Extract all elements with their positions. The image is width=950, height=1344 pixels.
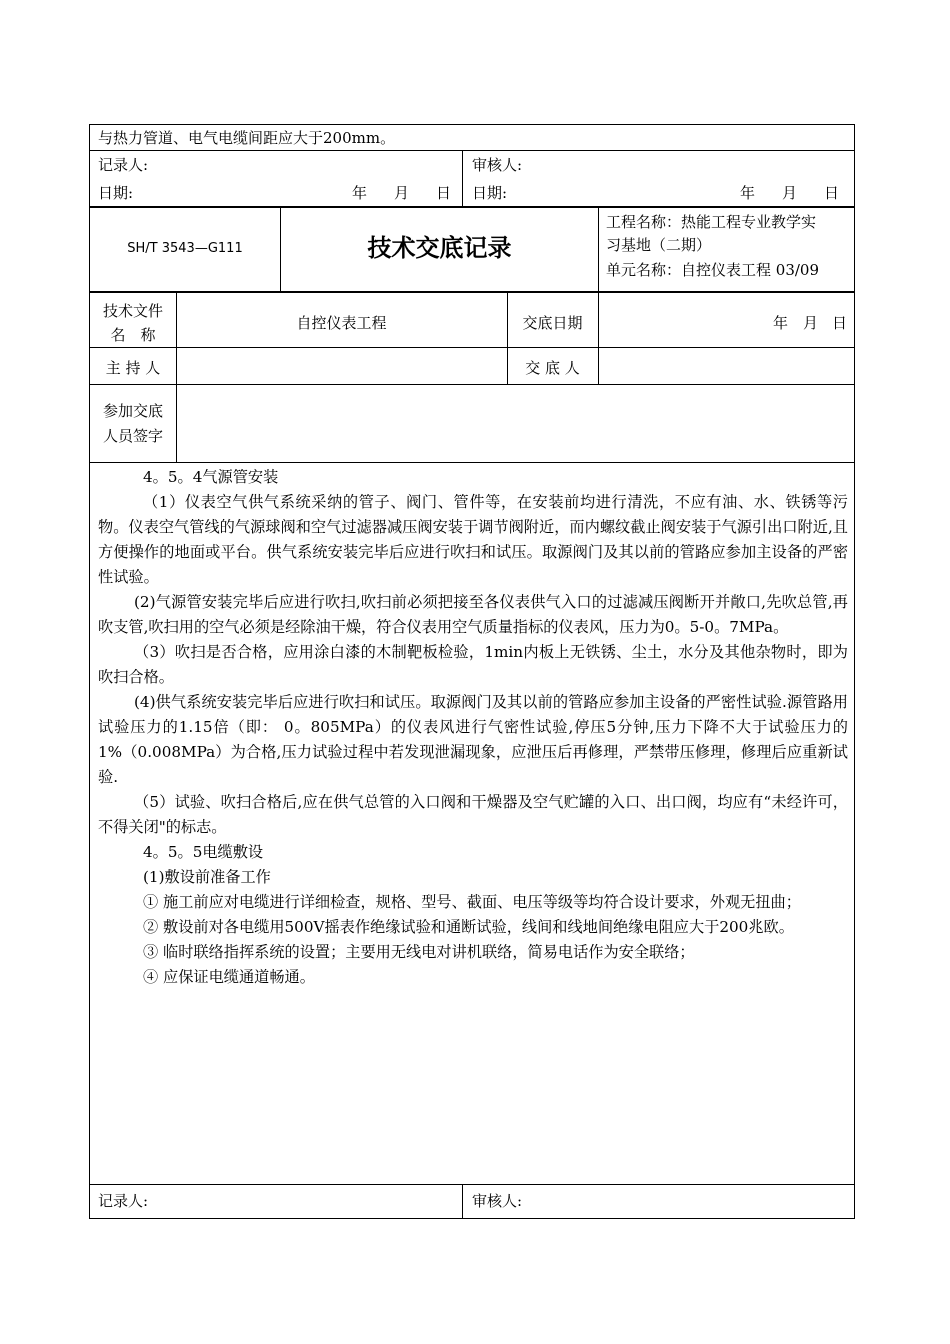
divider <box>90 462 854 463</box>
reviewer-label: 审核人: <box>472 156 523 174</box>
review-date-day: 日 <box>824 184 840 202</box>
unit-name: 单元名称：自控仪表工程 03/09 <box>606 261 819 279</box>
standard-code: SH/T 3543—G111 <box>127 241 243 256</box>
paragraph: （3）吹扫是否合格，应用涂白漆的木制靶板检验，1min内板上无铁锈、尘土，水分及其他杂物时，即为吹扫合格。 <box>98 643 848 686</box>
technical-disclosure-form <box>89 124 855 1219</box>
doc-name-label-2: 名 称 <box>110 326 156 344</box>
divider <box>598 293 599 384</box>
paragraph: (2)气源管安装完毕后应进行吹扫,吹扫前必须把接至各仪表供气入口的过滤减压阀断开并敞口,先吹总管,再吹支管,吹扫用的空气必须是经除油干燥，符合仪表用空气质量指标的仪表风，压力为0。5-0。7MPa。 <box>98 593 848 636</box>
paragraph: （5）试验、吹扫合格后,应在供气总管的入口阀和干燥器及空气贮罐的入口、出口阀，均应有“未经许可，不得关闭"的标志。 <box>98 793 848 836</box>
form-title: 技术交底记录 <box>367 234 512 262</box>
review-date-month: 月 <box>782 184 798 202</box>
date-label: 日期: <box>98 184 134 202</box>
doc-name-label-1: 技术文件 <box>102 302 163 320</box>
recorder-label: 记录人: <box>98 156 149 174</box>
date-day: 日 <box>436 184 452 202</box>
doc-name-value: 自控仪表工程 <box>296 314 387 332</box>
disclosure-date-label: 交底日期 <box>522 314 583 332</box>
attendees-label-2: 人员签字 <box>102 427 163 445</box>
disclosure-content <box>98 465 848 990</box>
review-date-label: 日期: <box>472 184 508 202</box>
divider <box>462 150 463 207</box>
bottom-reviewer-label: 审核人: <box>472 1192 523 1210</box>
disclosure-date-year: 年 <box>773 314 789 332</box>
presenter-label: 交 底 人 <box>525 359 580 377</box>
date-year: 年 <box>352 184 368 202</box>
list-item: ① 施工前应对电缆进行详细检查，规格、型号、截面、电压等级等均符合设计要求，外观无扭曲； <box>143 893 801 911</box>
attendees-label-1: 参加交底 <box>102 402 163 420</box>
top-note: 与热力管道、电气电缆间距应大于200mm。 <box>98 129 396 147</box>
bottom-recorder-label: 记录人: <box>98 1192 149 1210</box>
divider <box>90 384 854 385</box>
list-item: ④ 应保证电缆通道畅通。 <box>143 968 315 986</box>
divider <box>90 1184 854 1185</box>
divider <box>462 1184 463 1219</box>
project-name-line1: 工程名称：热能工程专业教学实 <box>606 213 817 231</box>
divider <box>90 150 854 151</box>
review-date-year: 年 <box>740 184 756 202</box>
divider <box>598 207 599 291</box>
section-heading: 4。5。4气源管安装 <box>143 468 279 486</box>
list-item: ② 敷设前对各电缆用500V摇表作绝缘试验和通断试验，线间和线地间绝缘电阻应大于200兆欧。 <box>143 918 794 936</box>
divider <box>90 291 854 293</box>
project-name-line2: 习基地（二期） <box>606 236 712 254</box>
date-month: 月 <box>394 184 410 202</box>
disclosure-date-month: 月 <box>803 314 819 332</box>
section-heading: 4。5。5电缆敷设 <box>143 843 264 861</box>
disclosure-date-day: 日 <box>832 314 848 332</box>
paragraph: （1）仪表空气供气系统采纳的管子、阀门、管件等，在安装前均进行清洗，不应有油、水、铁锈等污物。仪表空气管线的气源球阀和空气过滤器减压阀安装于调节阀附近，而内螺纹截止阀安装于气源引出口附近,且方便操作的地面或平台。供气系统安装完毕后应进行吹扫和试压。取源阀门及其以前的管路应参加主设备的严密性试验。 <box>98 493 848 586</box>
list-item: ③ 临时联络指挥系统的设置；主要用无线电对讲机联络，简易电话作为安全联络； <box>143 943 695 961</box>
divider <box>90 206 854 208</box>
host-label: 主 持 人 <box>105 359 161 377</box>
paragraph: (4)供气系统安装完毕后应进行吹扫和试压。取源阀门及其以前的管路应参加主设备的严密性试验.源管路用试验压力的1.15倍（即： 0。805MPa）的仪表风进行气密性试验,停压5分钟,压力下降不大于试验压力的1%（0.008MPa）为合格,压力试验过程中若发现泄漏现象，应泄压后再修理，严禁带压修理，修理后应重新试验. <box>98 693 848 786</box>
paragraph: (1)敷设前准备工作 <box>143 868 271 886</box>
divider <box>90 347 854 348</box>
